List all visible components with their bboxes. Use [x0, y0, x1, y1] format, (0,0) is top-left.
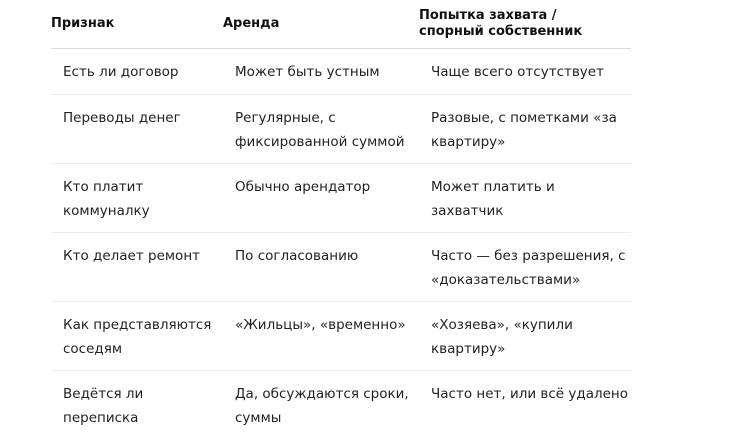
header-feature: Признак [51, 16, 115, 31]
table-row [51, 371, 631, 441]
table-row [51, 302, 631, 371]
comparison-table [51, 0, 631, 441]
cell-seizure: Часто нет, или всё удалено [431, 386, 629, 402]
table-row [51, 49, 631, 95]
table-row [51, 164, 631, 233]
header-rent: Аренда [223, 16, 280, 31]
cell-feature: Кто делает ремонт [63, 248, 201, 264]
cell-seizure: Разовые, с пометками «за квартиру» [431, 110, 617, 150]
cell-feature: Кто платит коммуналку [63, 179, 150, 219]
cell-seizure: Часто — без разрешения, с «доказательствами» [431, 248, 626, 288]
cell-rent: Может быть устным [235, 64, 380, 80]
table-row [51, 233, 631, 302]
cell-rent: Да, обсуждаются сроки, суммы [235, 386, 409, 426]
cell-seizure: Может платить и захватчик [431, 179, 555, 219]
table-header [51, 0, 631, 49]
cell-rent: Регулярные, с фиксированной суммой [235, 110, 405, 150]
cell-rent: По согласованию [235, 248, 359, 264]
cell-feature: Переводы денег [63, 110, 181, 126]
cell-rent: «Жильцы», «временно» [235, 317, 406, 333]
table-row [51, 95, 631, 164]
cell-feature: Ведётся ли переписка [63, 386, 144, 426]
cell-seizure: «Хозяева», «купили квартиру» [431, 317, 573, 357]
cell-seizure: Чаще всего отсутствует [431, 64, 604, 80]
header-seizure: Попытка захвата / спорный собственник [419, 8, 583, 39]
cell-rent: Обычно арендатор [235, 179, 371, 195]
cell-feature: Есть ли договор [63, 64, 179, 80]
cell-feature: Как представляются соседям [63, 317, 212, 357]
